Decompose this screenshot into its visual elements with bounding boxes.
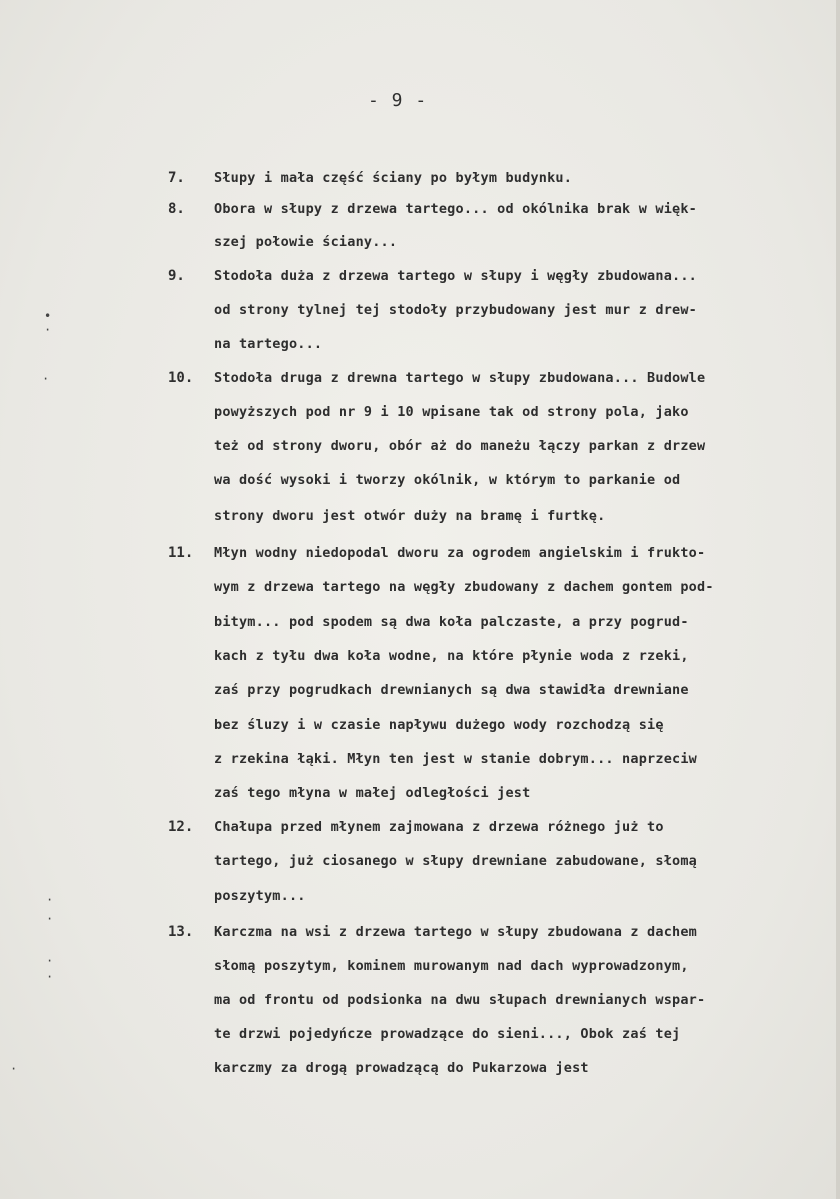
- page-number: - 9 -: [368, 90, 428, 111]
- text-line: Obora w słupy z drzewa tartego... od okólnika brak w więk-: [214, 201, 698, 217]
- page-edge: [836, 0, 840, 1199]
- text-line: tartego, już ciosanego w słupy drewniane zabudowane, słomą: [214, 853, 698, 869]
- margin-speck: ·: [46, 954, 54, 968]
- text-line: też od strony dworu, obór aż do maneżu łączy parkan z drzew: [214, 438, 706, 454]
- text-line: Karczma na wsi z drzewa tartego w słupy zbudowana z dachem: [214, 924, 698, 940]
- text-line: kach z tyłu dwa koła wodne, na które płynie woda z rzeki,: [214, 648, 689, 664]
- text-line: wym z drzewa tartego na węgły zbudowany z dachem gontem pod-: [214, 579, 714, 595]
- item-number: 11.: [168, 545, 194, 561]
- margin-speck: ·: [46, 912, 54, 926]
- text-line: bez śluzy i w czasie napływu dużego wody rozchodzą się: [214, 717, 664, 733]
- text-line: poszytym...: [214, 888, 306, 904]
- text-line: karczmy za drogą prowadzącą do Pukarzowa jest: [214, 1060, 589, 1076]
- text-line: na tartego...: [214, 336, 323, 352]
- text-line: z rzekina łąki. Młyn ten jest w stanie dobrym... naprzeciw: [214, 751, 698, 767]
- text-line: Chałupa przed młynem zajmowana z drzewa różnego już to: [214, 819, 664, 835]
- text-line: ma od frontu od podsionka na dwu słupach drewnianych wspar-: [214, 992, 706, 1008]
- margin-speck: ·: [10, 1062, 18, 1076]
- text-line: zaś tego młyna w małej odległości jest: [214, 785, 531, 801]
- item-number: 10.: [168, 370, 194, 386]
- margin-speck: ·: [46, 970, 54, 984]
- text-line: szej połowie ściany...: [214, 234, 398, 250]
- text-line: Młyn wodny niedopodal dworu za ogrodem angielskim i frukto-: [214, 545, 706, 561]
- text-line: bitym... pod spodem są dwa koła palczaste, a przy pogrud-: [214, 614, 689, 630]
- item-number: 7.: [168, 170, 185, 186]
- text-line: od strony tylnej tej stodoły przybudowany jest mur z drew-: [214, 302, 698, 318]
- item-number: 9.: [168, 268, 185, 284]
- item-number: 12.: [168, 819, 194, 835]
- text-line: Stodoła druga z drewna tartego w słupy zbudowana... Budowle: [214, 370, 706, 386]
- text-line: strony dworu jest otwór duży na bramę i furtkę.: [214, 508, 606, 524]
- item-number: 8.: [168, 201, 185, 217]
- text-line: Stodoła duża z drzewa tartego w słupy i węgły zbudowana...: [214, 268, 698, 284]
- text-line: powyższych pod nr 9 i 10 wpisane tak od strony pola, jako: [214, 404, 689, 420]
- text-line: te drzwi pojedyńcze prowadzące do sieni..., Obok zaś tej: [214, 1026, 681, 1042]
- text-line: Słupy i mała część ściany po byłym budynku.: [214, 170, 573, 186]
- text-line: zaś przy pogrudkach drewnianych są dwa stawidła drewniane: [214, 682, 689, 698]
- text-line: wa dość wysoki i tworzy okólnik, w którym to parkanie od: [214, 472, 681, 488]
- margin-speck: •: [44, 309, 52, 323]
- margin-speck: ·: [46, 893, 54, 907]
- item-number: 13.: [168, 924, 194, 940]
- text-line: słomą poszytym, kominem murowanym nad dach wyprowadzonym,: [214, 958, 689, 974]
- margin-speck: ·: [44, 323, 52, 337]
- margin-speck: ·: [42, 372, 50, 386]
